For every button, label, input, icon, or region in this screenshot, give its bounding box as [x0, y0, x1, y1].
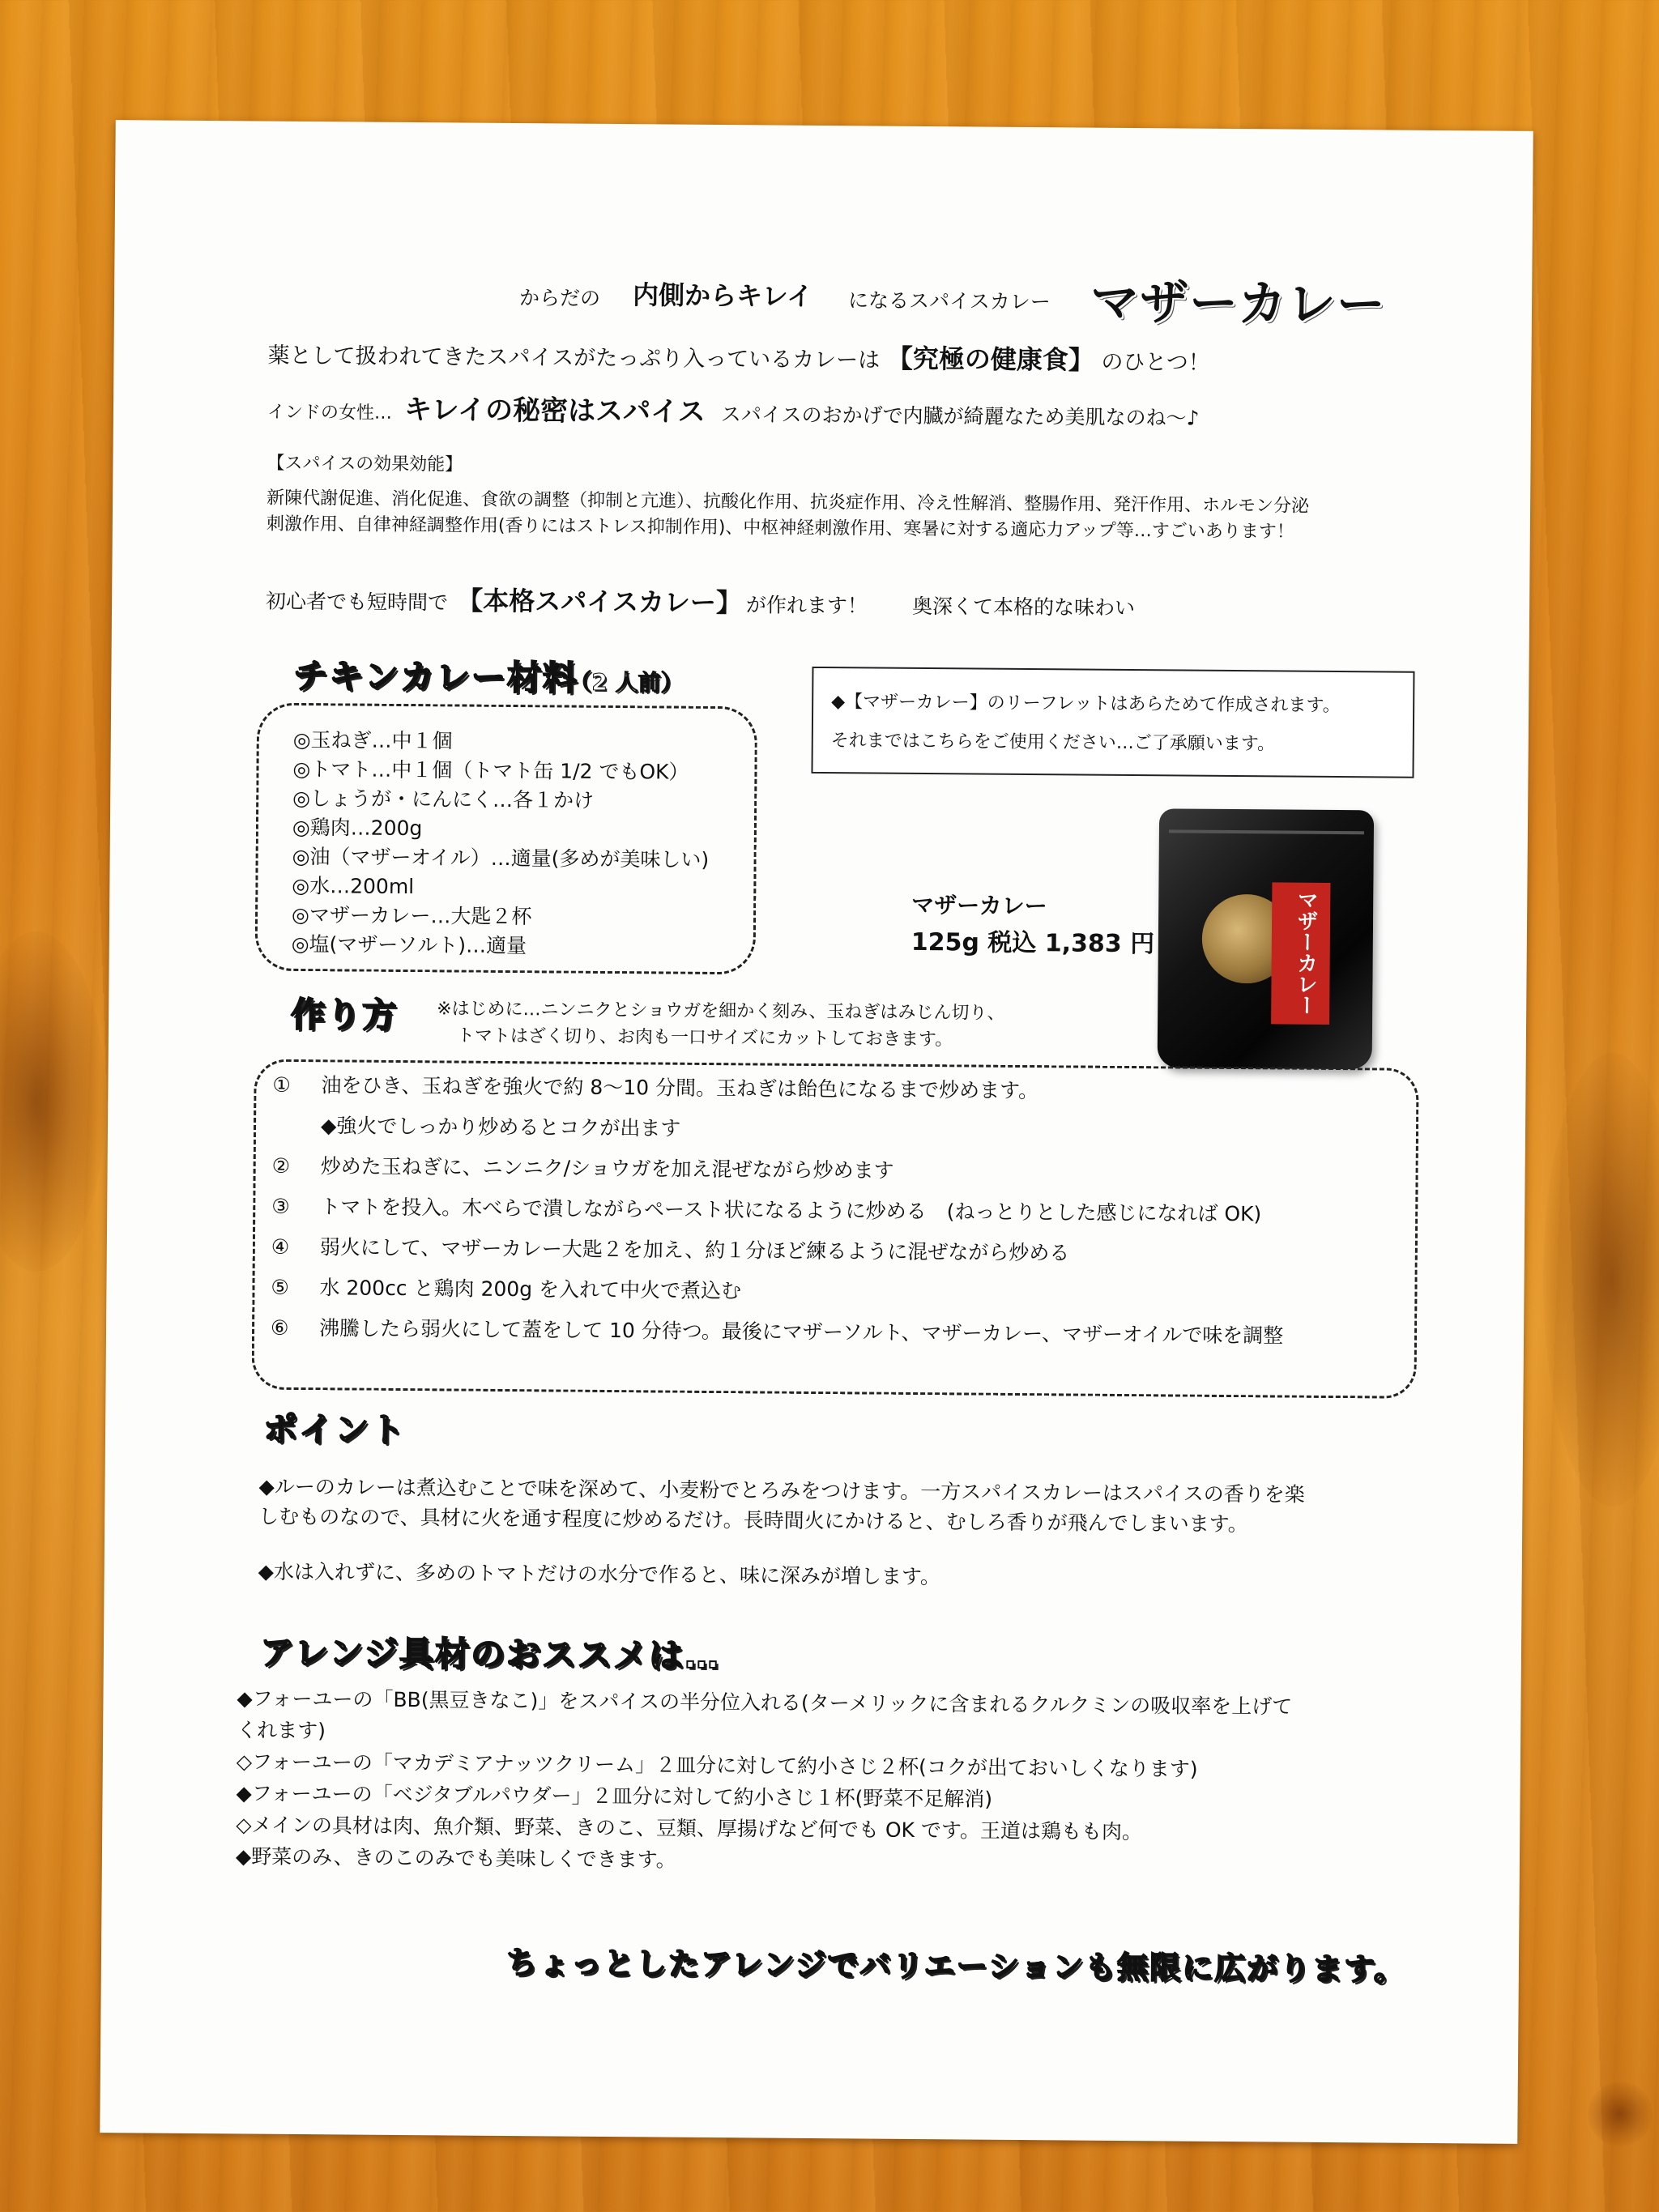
ingredients-heading: チキンカレー材料 — [293, 655, 579, 698]
arrange-item: ◇メインの具材は肉、魚介類、野菜、きのこ、豆類、厚揚げなど何でも OK です。王道は鶏もも肉。 — [236, 1813, 1143, 1844]
method-step: ③ トマトを投入。木べらで潰しながらペースト状になるように炒める (ねっとりとした感じになれば OK) — [271, 1194, 1262, 1226]
notice-line1: ◆【マザーカレー】のリーフレットはあらためて作成されます。 — [831, 692, 1341, 717]
arrange-item: ◇フォーユーの「マカデミアナッツクリーム」２皿分に対して約小さじ２杯(コクが出ておいしくなります) — [236, 1750, 1198, 1781]
ingredient-item: ◎塩(マザーソルト)…適量 — [291, 931, 527, 958]
points-p1-line2: しむものなので、具材に火を通す程度に炒めるだけ。長時間火にかけると、むしろ香りが飛んでしまいます。 — [258, 1504, 1248, 1536]
brand-title: マザーカレー — [1090, 274, 1387, 334]
ingredient-item: ◎水…200ml — [292, 873, 415, 899]
method-step: ① 油をひき、玉ねぎを強火で約 8～10 分間。玉ねぎは飴色になるまで炒めます。 — [272, 1072, 1039, 1103]
wood-knot — [1588, 2082, 1653, 2146]
points-heading: ポイント — [262, 1409, 407, 1451]
intro-line1: 薬として扱われてきたスパイスがたっぷり入っているカレーは 【究極の健康食】 のひとつ！ — [267, 343, 1210, 376]
title-mid: になるスパイスカレー — [847, 288, 1051, 314]
title-highlight: 内側からキレイ — [632, 279, 813, 312]
ingredient-item: ◎油（マザーオイル）…適量(多めが美味しい) — [292, 844, 710, 872]
ingredients-list — [292, 726, 710, 962]
method-note2: トマトはざく切り、お肉も一口サイズにカットしておきます。 — [456, 1025, 953, 1051]
intro-line2: インドの女性… キレイの秘密はスパイス スパイスのおかげで内臓が綺麗なため美肌なのね～♪ — [267, 393, 1200, 430]
method-step: ◆強火でしっかり炒めるとコクが出ます — [320, 1114, 681, 1140]
points-p2: ◆水は入れずに、多めのトマトだけの水分で作ると、味に深みが増します。 — [258, 1559, 941, 1589]
method-step: ⑥ 沸騰したら弱火にして蓋をして 10 分待つ。最後にマザーソルト、マザーカレー、マザーオイルで味を調整 — [270, 1315, 1284, 1348]
method-steps — [271, 1069, 1286, 1361]
method-heading: 作り方 — [290, 994, 399, 1035]
product-package-image — [1158, 808, 1375, 1069]
arrange-item: ◆野菜のみ、きのこのみでも美味しくできます。 — [235, 1844, 676, 1872]
product-name: マザーカレー — [911, 891, 1047, 920]
method-step: ④ 弱火にして、マザーカレー大匙２を加え、約１分ほど練るように混ぜながら炒める — [271, 1234, 1070, 1265]
arrange-item: ◆フォーユーの「ベジタブルパウダー」２皿分に対して約小さじ１杯(野菜不足解消) — [236, 1781, 993, 1811]
wood-knot — [0, 931, 105, 1272]
ingredient-item: ◎鶏肉…200g — [292, 815, 423, 841]
ingredients-serving: （2 人前） — [569, 668, 684, 697]
arrange-heading: アレンジ具材のおススメは… — [259, 1632, 721, 1677]
title-pre: からだの — [518, 286, 601, 310]
notice-line2: それまではこちらをご使用ください…ご了承願います。 — [830, 731, 1276, 755]
notice-box — [811, 667, 1414, 778]
closing-text: ちょっとしたアレンジでバリエーションも無限に広がります。 — [505, 1945, 1407, 1988]
ingredient-item: ◎玉ねぎ…中１個 — [292, 727, 453, 753]
method-step: ② 炒めた玉ねぎに、ニンニク/ショウガを加え混ぜながら炒めます — [271, 1153, 894, 1183]
ingredient-item: ◎トマト…中１個（トマト缶 1/2 でもOK） — [292, 757, 689, 784]
beginner-line: 初心者でも短時間で 【本格スパイスカレー】 が作れます！ 奥深くて本格的な味わい — [266, 585, 1136, 620]
points-p1-line1: ◆ルーのカレーは煮込むことで味を深めて、小麦粉でとろみをつけます。一方スパイスカレーはスパイスの香りを楽 — [258, 1474, 1305, 1507]
method-note1: ※はじめに…ニンニクとショウガを細かく刻み、玉ねぎはみじん切り、 — [437, 999, 1005, 1024]
arrange-item: くれます) — [237, 1718, 326, 1743]
effects-line2: 刺激作用、自律神経調整作用(香りにはストレス抑制作用)、中枢神経刺激作用、寒暑に対する適応力アップ等…すごいあります！ — [266, 514, 1294, 543]
wood-knot — [1543, 1053, 1659, 1507]
ingredient-item: ◎しょうが・にんにく…各１かけ — [292, 786, 595, 812]
method-step: ⑤ 水 200cc と鶏肉 200g を入れて中火で煮込む — [271, 1275, 742, 1303]
product-price: 125g 税込 1,383 円 — [911, 927, 1155, 959]
effects-heading: 【スパイスの効果効能】 — [267, 453, 463, 475]
leaflet-paper — [100, 120, 1533, 2144]
arrange-item: ◆フォーユーの「BB(黒豆きなこ)」をスパイスの半分位入れる(ターメリックに含まれるクルクミンの吸収率を上げて — [237, 1686, 1293, 1719]
arrange-list — [236, 1682, 1293, 1880]
ingredient-item: ◎マザーカレー…大匙２杯 — [291, 902, 532, 929]
package-label: マザーカレー — [1293, 889, 1319, 1016]
effects-line1: 新陳代謝促進、消化促進、食欲の調整（抑制と亢進）、抗酸化作用、抗炎症作用、冷え性解消、整腸作用、発汗作用、ホルモン分泌 — [267, 488, 1310, 517]
